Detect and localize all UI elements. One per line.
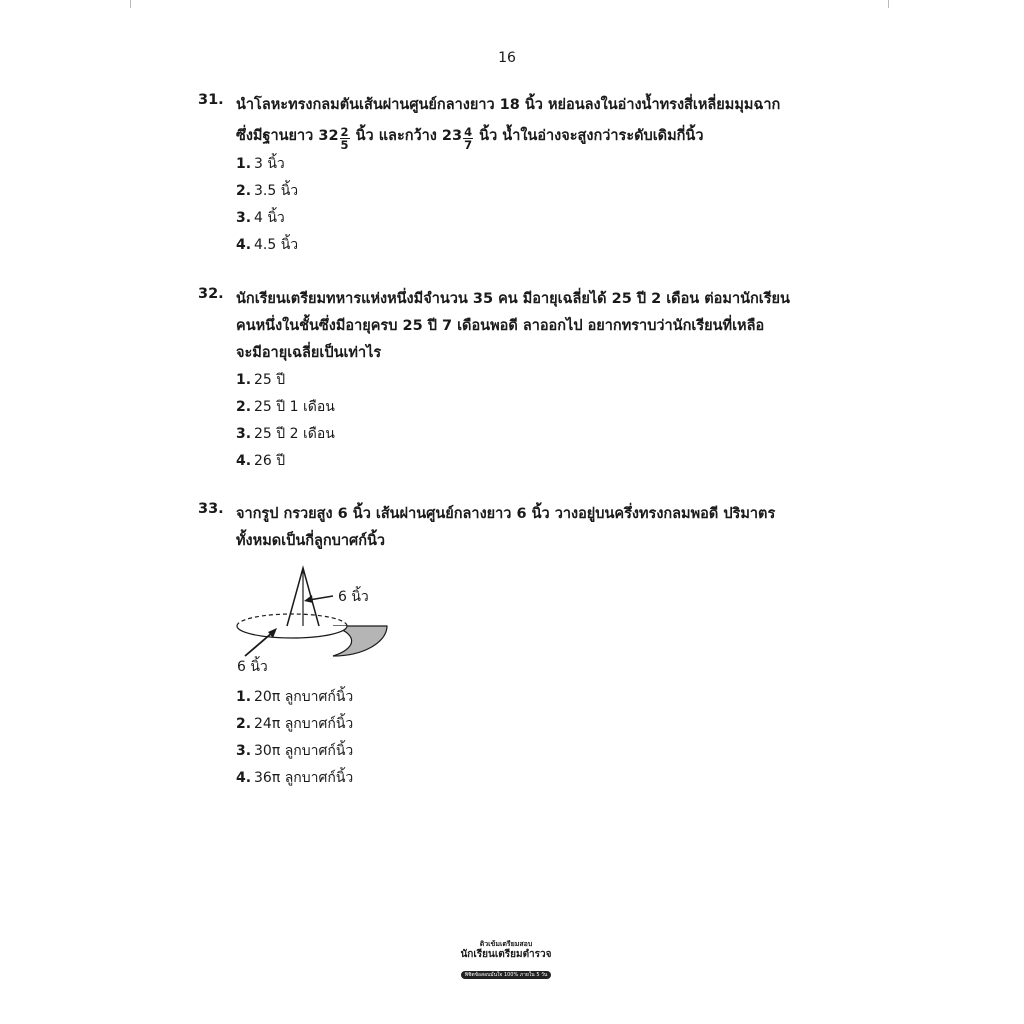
choice-number: 2. [236, 183, 252, 199]
text-segment: นิ้ว น้ำในอ่างจะสูงกว่าระดับเดิมกี่นิ้ว [474, 128, 704, 144]
question-line: ทั้งหมดเป็นกี่ลูกบาศก์นิ้ว [236, 533, 386, 549]
question-text [236, 286, 838, 367]
choice-2 [236, 394, 838, 421]
diameter-label: 6 นิ้ว [237, 659, 268, 675]
choice-text: 4 นิ้ว [254, 210, 285, 226]
question-33-choices [198, 684, 838, 792]
publisher-logo [452, 940, 560, 980]
crop-mark-left [130, 0, 139, 8]
choice-number: 1. [236, 372, 252, 388]
question-number: 31. [198, 92, 224, 108]
question-line: คนหนึ่งในชั้นซึ่งมีอายุครบ 25 ปี 7 เดือนพอดี ลาออกไป อยากทราบว่านักเรียนที่เหลือ [236, 318, 765, 334]
height-arrowhead [304, 595, 313, 603]
choice-text: 20π ลูกบาศก์นิ้ว [254, 689, 354, 705]
fraction-denominator: 5 [340, 138, 349, 152]
choice-number: 3. [236, 426, 252, 442]
choice-number: 4. [236, 237, 252, 253]
base-ellipse-back [237, 614, 347, 626]
text-segment: นิ้ว และกว้าง 23 [350, 128, 463, 144]
choice-text: 36π ลูกบาศก์นิ้ว [254, 770, 354, 786]
choice-text: 3 นิ้ว [254, 156, 285, 172]
choice-3 [236, 421, 838, 448]
question-number: 32. [198, 286, 224, 302]
choice-number: 3. [236, 743, 252, 759]
choice-3 [236, 205, 838, 232]
choice-text: 25 ปี 1 เดือน [254, 399, 335, 415]
question-number: 33. [198, 501, 224, 517]
question-line: นักเรียนเตรียมทหารแห่งหนึ่งมีจำนวน 35 คน มีอายุเฉลี่ยได้ 25 ปี 2 เดือน ต่อมานักเรียน [236, 291, 790, 307]
choice-number: 1. [236, 689, 252, 705]
question-32 [198, 286, 838, 475]
crop-mark-right [888, 0, 897, 8]
question-31 [198, 92, 838, 259]
logo-banner: พิชิตข้อสอบมั่นใจ 100% ภายใน 5 วัน [461, 971, 552, 979]
question-33 [198, 501, 838, 555]
logo-title: นักเรียนเตรียมตำรวจ [460, 949, 552, 960]
base-ellipse-front [237, 626, 347, 638]
choice-list [236, 151, 838, 259]
question-text [236, 92, 838, 151]
fraction-four-sevenths [463, 126, 473, 151]
choice-4 [236, 765, 838, 792]
choice-4 [236, 448, 838, 475]
fraction-two-fifths [340, 126, 350, 151]
question-line: จากรูป กรวยสูง 6 นิ้ว เส้นผ่านศูนย์กลางยาว 6 นิ้ว วางอยู่บนครึ่งทรงกลมพอดี ปริมาตร [236, 506, 776, 522]
choice-text: 26 ปี [254, 453, 286, 469]
choice-list [236, 684, 838, 792]
fraction-numerator: 2 [340, 125, 349, 139]
question-line [236, 123, 838, 151]
choice-text: 3.5 นิ้ว [254, 183, 299, 199]
height-arrow [309, 596, 333, 600]
choice-number: 2. [236, 716, 252, 732]
choice-3 [236, 738, 838, 765]
question-text [236, 501, 838, 555]
question-line: นำโลหะทรงกลมตันเส้นผ่านศูนย์กลางยาว 18 นิ้ว หย่อนลงในอ่างน้ำทรงสี่เหลี่ยมมุมฉาก [236, 97, 781, 113]
choice-text: 25 ปี [254, 372, 286, 388]
cone-hemisphere-figure [225, 560, 405, 680]
height-label: 6 นิ้ว [338, 589, 369, 605]
choice-number: 3. [236, 210, 252, 226]
choice-text: 25 ปี 2 เดือน [254, 426, 335, 442]
choice-number: 4. [236, 453, 252, 469]
question-line: จะมีอายุเฉลี่ยเป็นเท่าไร [236, 345, 382, 361]
choice-1 [236, 151, 838, 178]
choice-text: 24π ลูกบาศก์นิ้ว [254, 716, 354, 732]
choice-1 [236, 684, 838, 711]
choice-text: 4.5 นิ้ว [254, 237, 299, 253]
choice-4 [236, 232, 838, 259]
logo-tagline: ติวเข้มเตรียมสอบ [479, 940, 533, 948]
choice-1 [236, 367, 838, 394]
choice-text: 30π ลูกบาศก์นิ้ว [254, 743, 354, 759]
choice-number: 2. [236, 399, 252, 415]
text-segment: ซึ่งมีฐานยาว 32 [236, 128, 339, 144]
page-number: 16 [498, 50, 516, 66]
choice-2 [236, 711, 838, 738]
choice-2 [236, 178, 838, 205]
choice-number: 1. [236, 156, 252, 172]
fraction-numerator: 4 [464, 125, 473, 139]
fraction-denominator: 7 [464, 138, 473, 152]
choice-number: 4. [236, 770, 252, 786]
choice-list [236, 367, 838, 475]
